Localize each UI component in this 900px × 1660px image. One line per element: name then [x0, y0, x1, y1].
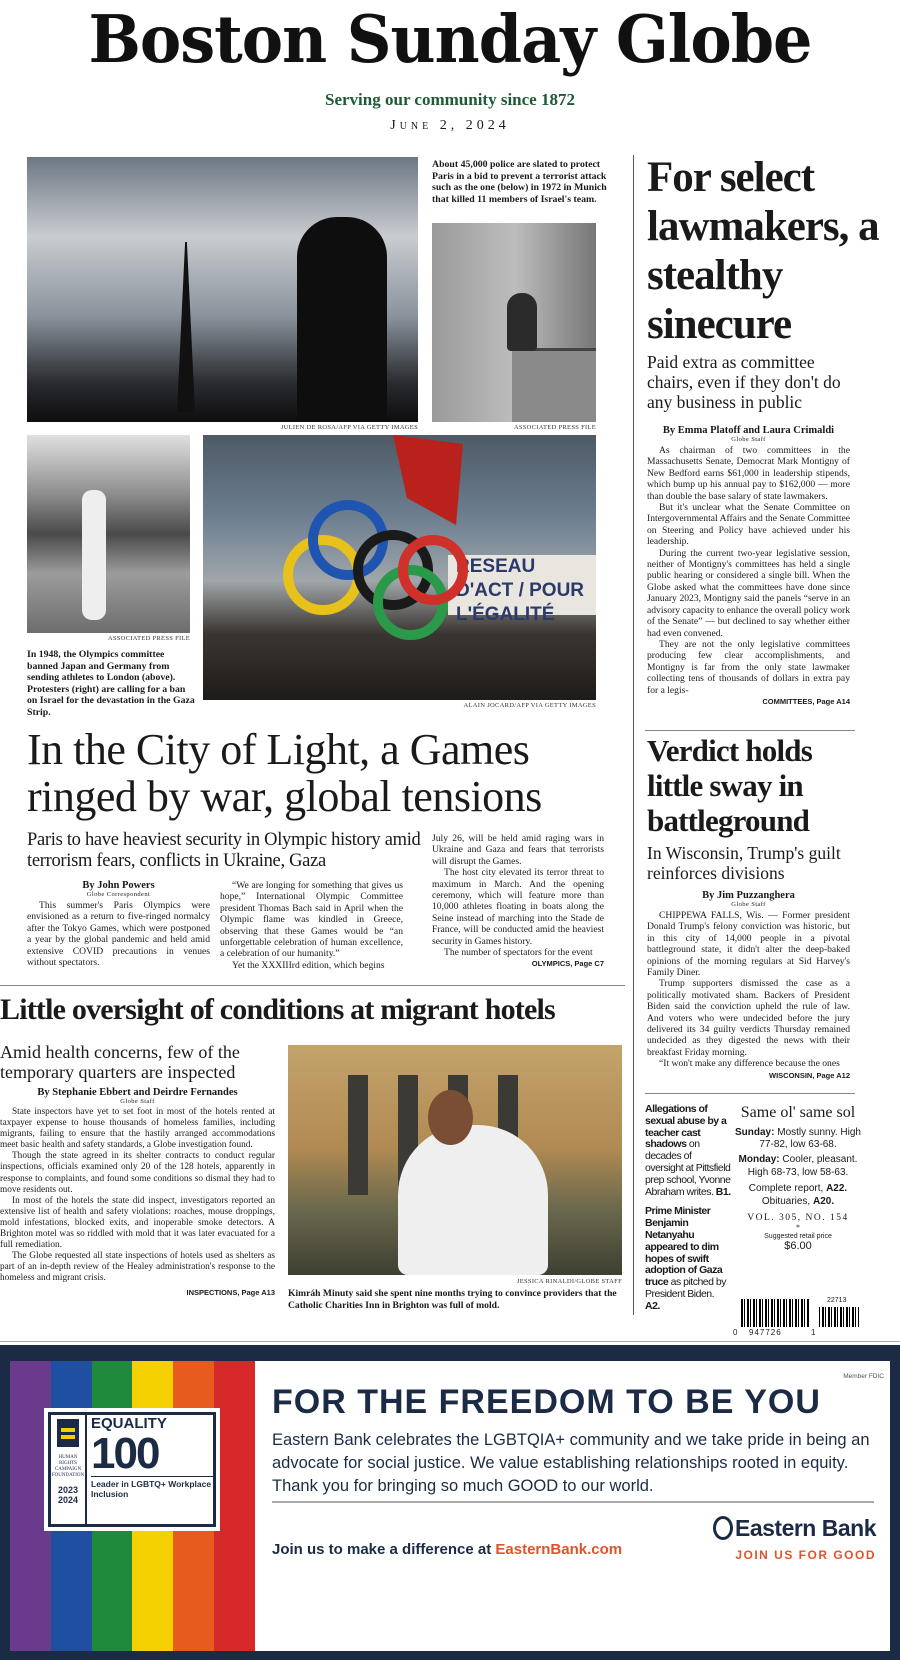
ad-cta: Join us to make a difference at [272, 1541, 496, 1558]
weather-title: Same ol' same sol [740, 1104, 856, 1121]
verdict-headline[interactable]: Verdict holds little sway in battleground [647, 733, 813, 838]
byline: By John Powers [82, 880, 155, 891]
lawmakers-deck: Paid extra as committee chairs, even if they don't do any business in public [647, 352, 841, 412]
paragraph: They are not the only legislative committees producing few clear accomplishments, and Montigny is far from the only state lawmaker collecting tens of thousands of dollars in extra pay for a legis- [647, 638, 850, 696]
paragraph: But it's unclear what the Senate Committee on Intergovernmental Affairs and the Senate Committee on Steering and Policy have achieved under his leadership. [647, 502, 850, 548]
member-fdic: Member FDIC [843, 1373, 884, 1380]
paragraph: The host city elevated its terror threat to maximum in March. And the opening ceremony, which will feature more than 10,000 athletes floating in boats along the Seine instead of marching into the Stade de France, will be conducted amid the heaviest security in Games history. [432, 867, 604, 947]
badge-equality: EQUALITY [91, 1415, 167, 1432]
weather-report: Complete report, [748, 1182, 827, 1194]
verdict-deck: In Wisconsin, Trump's guilt reinforces divisions [647, 843, 841, 883]
paris-col1 [27, 900, 210, 968]
verdict-body [647, 910, 850, 1081]
jump-link[interactable]: COMMITTEES, Page A14 [762, 696, 850, 706]
paragraph: Trump supporters dismissed the case as a politically motivated sham. Backers of President Biden said the conviction upheld the rule of law. And voters who were undecided before the jury delivered its 34 guilty verdicts Thursday remained undecided as they digested the news with their breakfast Friday morning. [647, 978, 850, 1058]
barcode-digits: 947726 [749, 1328, 782, 1337]
jump-link[interactable]: INSPECTIONS, Page A13 [186, 1287, 275, 1297]
ad-headline: FOR THE FREEDOM TO BE YOU [272, 1383, 821, 1421]
teasers [645, 1104, 731, 1313]
divider [0, 985, 625, 986]
photo-credit: ASSOCIATED PRESS FILE [513, 424, 596, 431]
paris-headline[interactable]: In the City of Light, a Games ringed by war, global tensions [27, 725, 542, 821]
teaser-text: on decades of oversight at Pittsfield prep school, Yvonne Abraham writes. [645, 1138, 731, 1198]
hrc-label: HUMAN RIGHTS CAMPAIGN FOUNDATION [51, 1455, 85, 1478]
teaser-page: A2. [645, 1299, 660, 1312]
paragraph: This summer's Paris Olympics were envisioned as a return to five-ringed normalcy after the Tokyo Games, which were postponed a year by the global pandemic and held amid extensive COVID precautions in venues without spectators. [27, 900, 210, 969]
migrant-body [0, 1107, 275, 1298]
paris-col2 [220, 880, 403, 971]
weather-monday: Cooler, pleasant. High 68-73, low 58-63. [747, 1154, 858, 1178]
equality-100-badge [44, 1408, 220, 1531]
paris-col3 [432, 833, 604, 970]
edition-star: * [796, 1222, 800, 1232]
paragraph: During the current two-year legislative session, neither of Montigny's committees has held a single public hearing or considered a single bill. When the Globe asked what the committees have done since January 2023, Montigny said the panels “serve in an advisory capacity to enhance the overall policy work of the Senate” — but declined to say whether either had even convened. [647, 547, 850, 639]
migrant-deck: Amid health concerns, few of the temporary quarters are inspected [0, 1042, 240, 1082]
column-rule [633, 155, 634, 1315]
divider [0, 1341, 900, 1342]
paris-deck: Paris to have heaviest security in Olympic history amid terrorism fears, conflicts in Ukraine, Gaza [27, 830, 421, 871]
badge-years: 2023 2024 [57, 1485, 79, 1505]
weather-box [734, 1104, 862, 1253]
divider [645, 730, 855, 731]
issue-date: June 2, 2024 [390, 118, 510, 133]
price-label: Suggested retail price [764, 1232, 832, 1240]
byline-role: Globe Staff [120, 1098, 155, 1105]
photo-caption: In 1948, the Olympics committee banned Japan and Germany from sending athletes to London (above). Protesters (right) are calling for a ban on Israel for the devastation in the Gaza Strip. [27, 649, 195, 718]
weather-label: Sunday: [735, 1127, 775, 1138]
volume-number: VOL. 305, NO. 154 [747, 1212, 849, 1223]
byline: By Jim Puzzanghera [702, 890, 795, 901]
photo-london-1948 [27, 435, 190, 633]
photo-caption: Kimráh Minuty said she spent nine months trying to convince providers that the Catholic Charities Inn in Brighton was full of mold. [288, 1288, 617, 1311]
byline-role: Globe Staff [731, 901, 766, 908]
ad-slogan: JOIN US FOR GOOD [735, 1548, 876, 1562]
paragraph: The Globe requested all state inspections of hotels used as shelters as part of an in-depth review of the Healey administration's response to the homeless and migrant crisis. [0, 1251, 275, 1284]
divider [645, 1093, 855, 1094]
photo-credit: ASSOCIATED PRESS FILE [107, 635, 190, 642]
paragraph: Though the state agreed in its shelter contracts to conduct regular inspections, officials examined only 20 of the 128 hotels, apparently in response to complaints, and found some conditions so dismal they had to move residents out. [0, 1151, 275, 1195]
barcode-addon: 22713 [827, 1297, 847, 1304]
masthead-tagline: Serving our community since 1872 [325, 90, 575, 109]
paragraph: CHIPPEWA FALLS, Wis. — Former president Donald Trump's felony conviction was historic, but in this city of 14,000 people in a pivotal battleground state, it didn't alter the deep-baked opinions of the morning regulars at Sid Harvey's Family Diner. [647, 910, 850, 979]
ad-brand: Eastern Bank [734, 1515, 876, 1541]
photo-credit: JULIEN DE ROSA/AFP VIA GETTY IMAGES [280, 424, 418, 431]
eastern-bank-ad[interactable] [0, 1345, 900, 1660]
paragraph: State inspectors have yet to set foot in most of the hotels rented at taxpayer expense to house thousands of homeless families, including migrants, failing to ensure that the hastily arranged accommodations meet basic health and safety standards, a Globe investigation found. [0, 1107, 275, 1151]
paragraph: In most of the hotels the state did inspect, investigators reported an extensive list of health and safety violations: roaches, mouse droppings, mold infestations, blocked exits, and inoperable smoke detectors. A Brighton motel was so riddled with mold that it was later evacuated for a full remediation. [0, 1195, 275, 1251]
photo-eiffel-police [27, 157, 418, 422]
lawmakers-headline[interactable]: For select lawmakers, a stealthy sinecure [647, 154, 879, 348]
photo-credit: JESSICA RINALDI/GLOBE STAFF [516, 1278, 622, 1285]
jump-link[interactable]: OLYMPICS, Page C7 [531, 959, 604, 969]
page-ref[interactable]: A22. [826, 1182, 848, 1194]
migrant-headline[interactable]: Little oversight of conditions at migrant hotels [0, 993, 555, 1026]
teaser-text: as pitched by President Biden. [645, 1276, 726, 1300]
photo-protest-rings [203, 435, 596, 700]
teaser-page: B1. [715, 1185, 731, 1198]
eastern-bank-logo-icon [713, 1516, 733, 1540]
weather-label: Monday: [738, 1154, 780, 1166]
jump-link[interactable]: WISCONSIN, Page A12 [769, 1070, 850, 1080]
badge-number: 100 [91, 1429, 159, 1478]
ad-body: Eastern Bank celebrates the LGBTQIA+ community and we take pride in being an advocate for social justice. We value establishing relationships rooted in equity. Thank you for bringing so much GOOD to our world. [272, 1431, 870, 1495]
barcode-digit: 0 [733, 1328, 738, 1337]
price: $6.00 [784, 1239, 812, 1252]
byline: By Stephanie Ebbert and Deirdre Fernandes [37, 1087, 238, 1098]
lawmakers-body [647, 445, 850, 707]
photo-kimrah-minuty [288, 1045, 622, 1275]
byline: By Emma Platoff and Laura Crimaldi [662, 425, 835, 436]
teaser-netanyahu[interactable] [645, 1206, 731, 1312]
photo-credit: ALAIN JOCARD/AFP VIA GETTY IMAGES [463, 702, 596, 709]
masthead-title: Boston Sunday Globe [88, 1, 812, 78]
teaser-headline: Prime Minister Benjamin Netanyahu appeared to dim hopes of swift adoption of Gaza truce [645, 1205, 723, 1289]
paragraph: Yet the XXXIIIrd edition, which begins [232, 959, 385, 971]
photo-munich-1972 [432, 223, 596, 422]
byline-role: Globe Correspondent [86, 891, 151, 898]
eiffel-tower-silhouette [177, 242, 195, 412]
photo-caption: About 45,000 police are slated to protect Paris in a bid to prevent a terrorist attack such as the one (below) in 1972 in Munich that killed 11 members of Israel's team. [432, 159, 607, 205]
paragraph: “It won't make any difference because the ones [659, 1058, 840, 1070]
barcode-digit: 1 [811, 1328, 816, 1337]
obituaries-label: Obituaries, [761, 1195, 813, 1207]
ad-divider [272, 1501, 874, 1503]
paragraph: As chairman of two committees in the Massachusetts Senate, Democrat Mark Montigny of New Bedford earns $61,000 in leadership stipends, which bump up his annual pay to $162,000 — more than double the base salary of state lawmakers. [647, 445, 850, 502]
badge-leader: Leader in LGBTQ+ Workplace Inclusion [91, 1476, 213, 1499]
hrc-equal-icon [57, 1419, 79, 1447]
ad-link[interactable]: EasternBank.com [495, 1541, 623, 1558]
rainbow-stripe [214, 1361, 255, 1651]
paragraph: The number of spectators for the event [444, 947, 593, 959]
barcode [733, 1297, 862, 1339]
paragraph: “We are longing for something that gives us hope,” International Olympic Committee president Thomas Bach said in April when the Olympic flame was kindled in Greece, observing that these Games would be “an unforgettable celebration of human excellence, a celebration of our humanity.” [220, 880, 403, 960]
byline-role: Globe Staff [731, 436, 766, 443]
teaser-pittsfield[interactable] [645, 1104, 731, 1198]
paragraph: July 26, will be held amid raging wars in Ukraine and Gaza and fears that terrorists will disrupt the Games. [432, 833, 604, 867]
page-ref[interactable]: A20. [813, 1195, 835, 1207]
weather-sunday: Mostly sunny. High 77-82, low 63-68. [759, 1127, 861, 1151]
protest-banner: RESEAU D'ACT / POUR L'ÉGALITÉ [448, 555, 596, 615]
teaser-headline: Allegations of sexual abuse by a teacher cast shadows [645, 1103, 727, 1151]
officer-silhouette [297, 217, 387, 422]
